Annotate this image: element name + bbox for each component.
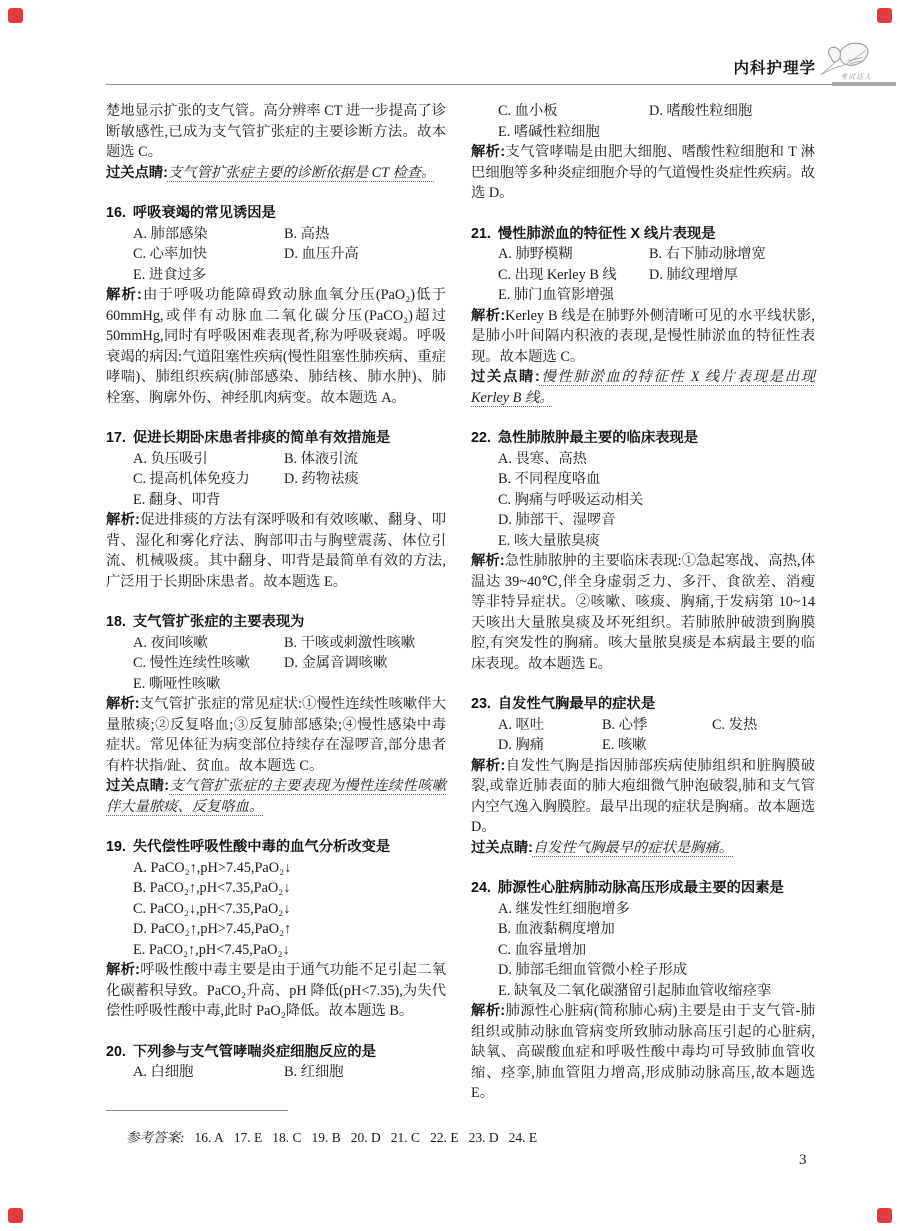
question-number: 18. xyxy=(106,614,126,630)
option-row xyxy=(498,490,815,511)
option-d: D. 胸痛 xyxy=(498,737,545,753)
option-d: D. 金属音调咳嗽 xyxy=(284,655,388,671)
option-e: E. 咳嗽 xyxy=(602,737,647,753)
tip-label: 过关点睛: xyxy=(106,778,170,794)
option-c: C. 胸痛与呼吸运动相关 xyxy=(498,491,644,508)
carryover-paragraph: 楚地显示扩张的支气管。高分辨率 CT 进一步提高了诊断敏感性,已成为支气管扩张症的主要诊断方法。故本题选 C。 xyxy=(106,103,446,160)
question-number: 16. xyxy=(106,205,126,221)
tip-paragraph xyxy=(106,776,446,817)
question-number: 24. xyxy=(471,880,491,896)
analysis-paragraph xyxy=(471,551,815,674)
option-row xyxy=(133,244,446,265)
question-stem-text: 支气管扩张症的主要表现为 xyxy=(132,614,305,630)
question-24-stem xyxy=(471,878,815,899)
question-number: 20. xyxy=(106,1043,126,1060)
answers-divider xyxy=(106,1110,288,1111)
option-d: D. 血压升高 xyxy=(284,246,359,262)
question-19-options xyxy=(106,858,446,961)
question-number: 21. xyxy=(471,225,491,242)
question-22-stem xyxy=(471,428,815,449)
option-row xyxy=(133,858,446,879)
question-18 xyxy=(106,612,446,817)
option-row xyxy=(133,224,446,245)
question-23-stem xyxy=(471,694,815,715)
question-stem-text: 自发性气胸最早的症状是 xyxy=(497,696,656,712)
answer-item: 22. E xyxy=(430,1130,459,1145)
option-b: B. 不同程度咯血 xyxy=(498,471,601,487)
option-a: A. 畏寒、高热 xyxy=(498,450,587,467)
answer-item: 16. A xyxy=(194,1130,224,1145)
corner-marker-bottom-left xyxy=(8,1208,23,1223)
analysis-paragraph xyxy=(106,960,446,1022)
option-row xyxy=(498,101,815,122)
option-d: D. PaCO₂↑,pH>7.45,PaO₂↑ xyxy=(133,921,292,937)
option-b: B. 红细胞 xyxy=(284,1064,344,1080)
option-row xyxy=(133,449,446,470)
tip-paragraph xyxy=(471,838,815,859)
tip-text: 支气管扩张症主要的诊断依据是 CT 检查。 xyxy=(167,164,436,181)
option-row xyxy=(133,919,446,940)
option-row xyxy=(498,531,815,552)
tip-label: 过关点睛: xyxy=(106,164,168,181)
option-c: C. 慢性连续性咳嗽 xyxy=(133,655,250,671)
option-a: A. 白细胞 xyxy=(133,1064,194,1080)
option-row xyxy=(498,899,815,920)
question-19 xyxy=(106,837,446,1022)
option-row xyxy=(498,285,815,306)
question-22 xyxy=(471,428,815,674)
question-16 xyxy=(106,203,446,408)
option-c: C. 血小板 xyxy=(498,103,558,119)
option-c: C. 发热 xyxy=(712,716,758,733)
question-20-options xyxy=(106,1062,446,1083)
option-row xyxy=(498,981,815,1002)
question-17-options xyxy=(106,449,446,511)
option-b: B. 血液黏稠度增加 xyxy=(498,921,615,937)
question-17 xyxy=(106,428,446,592)
option-row xyxy=(133,469,446,490)
answer-item: 24. E xyxy=(508,1130,538,1145)
option-e: E. 缺氧及二氧化碳潴留引起肺血管收缩痉挛 xyxy=(498,982,772,999)
analysis-text: Kerley B 线是在肺野外侧清晰可见的水平线状影,是肺小叶间隔内积液的表现,是慢性肺淤血的特征性表现。故本题选 C。 xyxy=(471,307,816,365)
left-column xyxy=(106,101,446,1083)
option-a: A. 夜间咳嗽 xyxy=(133,634,208,651)
question-21 xyxy=(471,224,815,409)
right-column xyxy=(471,101,815,1104)
analysis-label: 解析: xyxy=(471,1003,506,1019)
answer-item: 19. B xyxy=(311,1130,341,1145)
question-20-continued xyxy=(471,101,815,204)
option-row xyxy=(498,265,815,286)
analysis-paragraph xyxy=(106,510,446,592)
tip-label: 过关点睛: xyxy=(471,369,540,385)
option-a: A. 肺野模糊 xyxy=(498,246,573,262)
option-row xyxy=(133,490,446,511)
option-a: A. 呕吐 xyxy=(498,716,545,733)
option-a: A. 继发性红细胞增多 xyxy=(498,900,630,917)
option-b: B. 高热 xyxy=(284,225,330,242)
tip-paragraph xyxy=(471,367,815,408)
question-stem-text: 肺源性心脏病肺动脉高压形成最主要的因素是 xyxy=(497,880,784,896)
analysis-text: 支气管扩张症的常见症状:①慢性连续性咳嗽伴大量脓痰;②反复咯血;③反复肺部感染;④慢性感染中毒症状。常见体征为病变部位持续存在湿啰音,部分患者有杵状指/趾、贫血。故本题选 C。 xyxy=(106,696,446,774)
option-row xyxy=(133,633,446,654)
option-e: E. 咳大量脓臭痰 xyxy=(498,532,600,549)
option-c: C. 出现 Kerley B 线 xyxy=(498,266,617,283)
answers-label: 参考答案: xyxy=(126,1130,185,1145)
question-23 xyxy=(471,694,815,858)
tip-text: 支气管扩张症的主要表现为慢性连续性咳嗽伴大量脓痰、反复咯血。 xyxy=(106,778,446,815)
question-16-stem xyxy=(106,203,446,224)
question-stem-text: 失代偿性呼吸性酸中毒的血气分析改变是 xyxy=(132,839,391,855)
option-row xyxy=(133,674,446,695)
analysis-text: 由于呼吸功能障碍致动脉血氧分压(PaO₂)低于 60mmHg,或伴有动脉血二氧化碳分压(PaCO₂)超过 50mmHg,同时有呼吸困难表现者,称为呼吸衰竭。呼吸衰竭的病因:气道阻塞性疾病(慢性阻塞性肺疾病、重症哮喘)、肺组织疾病(肺部感染、肺结核、肺水肿)、肺栓塞、胸廓外伤、神经肌肉病变。故本题选 A。 xyxy=(106,287,446,406)
analysis-text: 自发性气胸是指因肺部疾病使肺组织和脏胸膜破裂,或靠近肺表面的肺大疱细微气肿泡破裂,肺和支气管内空气逸入胸膜腔。最早出现的症状是胸痛。故本题选 D。 xyxy=(471,757,815,835)
answer-item: 20. D xyxy=(350,1130,381,1145)
analysis-text: 支气管哮喘是由肥大细胞、嗜酸性粒细胞和 T 淋巴细胞等多种炎症细胞介导的气道慢性炎症性疾病。故选 D。 xyxy=(471,144,816,201)
analysis-paragraph xyxy=(106,694,446,776)
option-row xyxy=(498,122,815,143)
option-row xyxy=(498,449,815,470)
option-row xyxy=(133,653,446,674)
option-c: C. 提高机体免疫力 xyxy=(133,471,250,487)
corner-marker-bottom-right xyxy=(877,1208,892,1223)
analysis-label: 解析: xyxy=(471,553,505,569)
option-row xyxy=(498,715,815,736)
tip-label: 过关点睛: xyxy=(471,839,533,856)
question-24-options xyxy=(471,899,815,1002)
answer-item: 23. D xyxy=(468,1130,499,1145)
analysis-label: 解析: xyxy=(471,307,506,324)
analysis-paragraph xyxy=(471,142,815,204)
option-row xyxy=(133,899,446,920)
question-21-options xyxy=(471,244,815,306)
option-d: D. 药物祛痰 xyxy=(284,471,359,487)
option-c: C. 心率加快 xyxy=(133,246,207,262)
analysis-paragraph xyxy=(471,306,815,368)
question-18-stem xyxy=(106,612,446,633)
tip-text: 慢性肺淤血的特征性 X 线片表现是出现 Kerley B 线。 xyxy=(471,369,815,406)
header-rule-accent xyxy=(832,82,896,86)
reference-answers xyxy=(126,1126,537,1146)
analysis-text: 促进排痰的方法有深呼吸和有效咳嗽、翻身、叩背、湿化和雾化疗法、胸部叩击与胸壁震荡、体位引流、机械吸痰。其中翻身、叩背是最简单有效的方法,广泛用于长期卧床患者。故本题选 E。 xyxy=(106,512,447,590)
question-24 xyxy=(471,878,815,1104)
analysis-paragraph xyxy=(471,756,815,838)
option-e: E. PaCO₂↑,pH<7.45,PaO₂↓ xyxy=(133,941,290,958)
analysis-label: 解析: xyxy=(471,144,506,160)
option-e: E. 嗜碱性粒细胞 xyxy=(498,123,600,140)
question-stem-text: 呼吸衰竭的常见诱因是 xyxy=(132,205,276,221)
option-d: D. 嗜酸性粒细胞 xyxy=(649,103,753,119)
question-17-stem xyxy=(106,428,446,449)
question-20 xyxy=(106,1042,446,1083)
option-row xyxy=(498,244,815,265)
option-c: C. PaCO₂↓,pH<7.35,PaO₂↓ xyxy=(133,900,291,917)
option-b: B. PaCO₂↑,pH<7.35,PaO₂↓ xyxy=(133,880,291,896)
option-row xyxy=(498,469,815,490)
option-d: D. 肺部毛细血管微小栓子形成 xyxy=(498,962,688,978)
option-row xyxy=(498,510,815,531)
answer-item: 18. C xyxy=(272,1130,302,1145)
option-c: C. 血容量增加 xyxy=(498,941,587,958)
question-number: 23. xyxy=(471,696,491,712)
question-stem-text: 促进长期卧床患者排痰的简单有效措施是 xyxy=(132,430,391,446)
option-d: D. 肺纹理增厚 xyxy=(649,266,738,283)
answer-item: 21. C xyxy=(390,1130,421,1145)
header-rule xyxy=(106,84,832,85)
analysis-text: 急性肺脓肿的主要临床表现:①急起寒战、高热,体温达 39~40℃,伴全身虚弱乏力、多汗、食欲差、消瘦等非特异症状。②咳嗽、咳痰、胸痛,于发病第 10~14 天咳出大量脓臭痰及坏死组织。若肺脓肿破溃到胸膜腔,有突发性的胸痛。咳大量脓臭痰是本病最主要的临床表现。故本题选 E。 xyxy=(471,553,816,672)
option-row xyxy=(498,940,815,961)
option-e: E. 肺门血管影增强 xyxy=(498,287,614,303)
option-d: D. 肺部干、湿啰音 xyxy=(498,512,616,528)
logo-caption: 考试达人 xyxy=(840,73,872,81)
answer-item: 17. E xyxy=(233,1130,263,1145)
option-row xyxy=(133,878,446,899)
option-row xyxy=(498,919,815,940)
corner-marker-top-left xyxy=(8,8,23,23)
question-23-options xyxy=(471,715,815,756)
analysis-label: 解析: xyxy=(471,757,506,774)
tip-text: 自发性气胸最早的症状是胸痛。 xyxy=(532,839,734,856)
option-a: A. 肺部感染 xyxy=(133,225,208,242)
question-number: 22. xyxy=(471,430,491,446)
question-20-options-continued xyxy=(471,101,815,142)
tip-paragraph xyxy=(106,163,446,184)
corner-marker-top-right xyxy=(877,8,892,23)
page-number: 3 xyxy=(799,1152,807,1168)
option-row xyxy=(133,1062,446,1083)
option-b: B. 干咳或刺激性咳嗽 xyxy=(284,634,416,651)
option-row xyxy=(133,940,446,961)
option-b: B. 右下肺动脉增宽 xyxy=(649,246,766,262)
analysis-paragraph xyxy=(471,1001,815,1104)
question-number: 19. xyxy=(106,839,126,855)
analysis-label: 解析: xyxy=(106,287,142,303)
question-stem-text: 下列参与支气管哮喘炎症细胞反应的是 xyxy=(132,1043,376,1060)
option-e: E. 嘶哑性咳嗽 xyxy=(133,675,221,692)
question-18-options xyxy=(106,633,446,695)
page-title: 内科护理学 xyxy=(733,60,816,77)
question-21-stem xyxy=(471,224,815,245)
option-e: E. 翻身、叩背 xyxy=(133,491,221,508)
option-b: B. 心悸 xyxy=(602,716,648,733)
question-22-options xyxy=(471,449,815,552)
option-e: E. 进食过多 xyxy=(133,266,207,283)
option-row xyxy=(498,960,815,981)
question-20-stem xyxy=(106,1042,446,1063)
question-stem-text: 慢性肺淤血的特征性 X 线片表现是 xyxy=(497,225,716,242)
analysis-label: 解析: xyxy=(106,962,140,978)
analysis-paragraph xyxy=(106,285,446,408)
option-a: A. 负压吸引 xyxy=(133,450,208,467)
question-stem-text: 急性肺脓肿最主要的临床表现是 xyxy=(497,430,699,446)
analysis-label: 解析: xyxy=(106,696,140,712)
analysis-text: 呼吸性酸中毒主要是由于通气功能不足引起二氧化碳蓄积导致。PaCO₂升高、pH 降低(pH<7.35),为失代偿性呼吸性酸中毒,此时 PaO₂降低。故本题选 B。 xyxy=(106,962,447,1019)
question-number: 17. xyxy=(106,430,126,446)
option-row xyxy=(498,735,815,756)
analysis-label: 解析: xyxy=(106,512,140,528)
question-16-options xyxy=(106,224,446,286)
option-b: B. 体液引流 xyxy=(284,450,358,467)
option-row xyxy=(133,265,446,286)
option-a: A. PaCO₂↑,pH>7.45,PaO₂↓ xyxy=(133,859,292,876)
question-19-stem xyxy=(106,837,446,858)
analysis-text: 肺源性心脏病(简称肺心病)主要是由于支气管-肺组织或肺动脉血管病变所致肺动脉高压引起的心脏病,缺氧、高碳酸血症和呼吸性酸中毒均可导致肺血管收缩、痉挛,肺血管阻力增高,形成肺动脉高压,故本题选 E。 xyxy=(471,1003,816,1101)
